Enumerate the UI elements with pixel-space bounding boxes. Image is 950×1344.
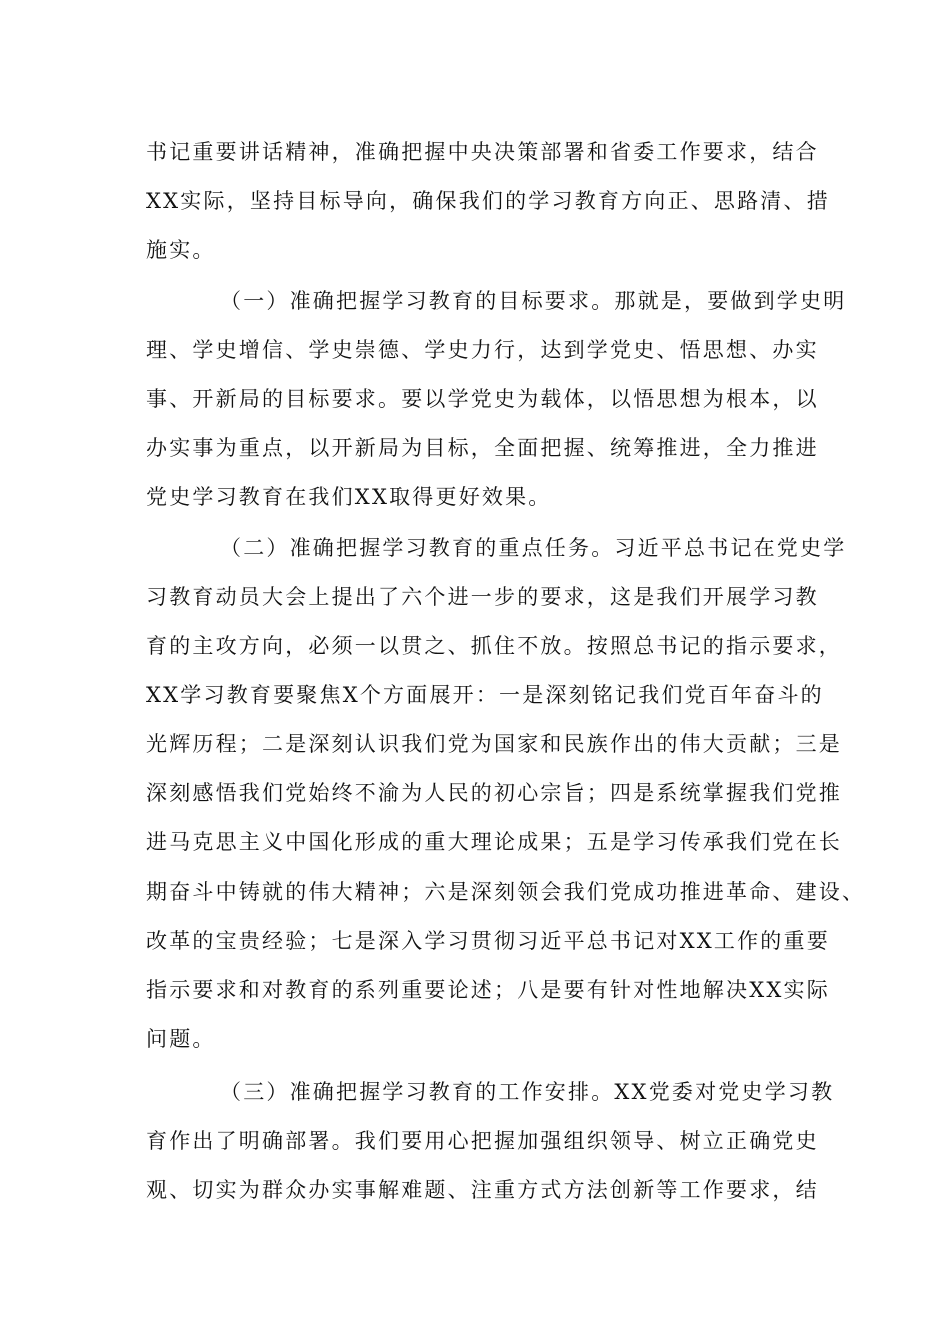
text-line: 书记重要讲话精神，准确把握中央决策部署和省委工作要求，结合 — [146, 140, 819, 164]
text-line: 习教育动员大会上提出了六个进一步的要求，这是我们开展学习教 — [146, 585, 819, 609]
text-line: 光辉历程；二是深刻认识我们党为国家和民族作出的伟大贡献；三是 — [146, 732, 842, 756]
text-line: 期奋斗中铸就的伟大精神；六是深刻领会我们党成功推进革命、建设、 — [146, 880, 866, 904]
text-line: 党史学习教育在我们XX取得更好效果。 — [146, 485, 552, 509]
text-line: 改革的宝贵经验；七是深入学习贯彻习近平总书记对XX工作的重要 — [146, 929, 830, 953]
text-line: XX实际，坚持目标导向，确保我们的学习教育方向正、思路清、措 — [146, 189, 830, 213]
text-line: 深刻感悟我们党始终不渝为人民的初心宗旨；四是系统掌握我们党推 — [146, 781, 842, 805]
text-line: 施实。 — [146, 238, 216, 262]
paragraph-heading-1: （一）准确把握学习教育的目标要求。那就是，要做到学史明 — [220, 289, 847, 313]
text-line: 问题。 — [146, 1027, 216, 1051]
text-line: 育的主攻方向，必须一以贯之、抓住不放。按照总书记的指示要求， — [146, 634, 842, 658]
text-line: 事、开新局的目标要求。要以学党史为载体，以悟思想为根本，以 — [146, 387, 819, 411]
text-line: 进马克思主义中国化形成的重大理论成果；五是学习传承我们党在长 — [146, 830, 842, 854]
paragraph-heading-2: （二）准确把握学习教育的重点任务。习近平总书记在党史学 — [220, 536, 847, 560]
text-line: 办实事为重点，以开新局为目标，全面把握、统筹推进，全力推进 — [146, 436, 819, 460]
text-line: XX学习教育要聚焦X个方面展开：一是深刻铭记我们党百年奋斗的 — [146, 683, 824, 707]
text-line: 指示要求和对教育的系列重要论述；八是要有针对性地解决XX实际 — [146, 978, 830, 1002]
paragraph-heading-3: （三）准确把握学习教育的工作安排。XX党委对党史学习教 — [220, 1080, 835, 1104]
text-line: 理、学史增信、学史崇德、学史力行，达到学党史、悟思想、办实 — [146, 338, 819, 362]
text-line: 观、切实为群众办实事解难题、注重方式方法创新等工作要求，结 — [146, 1178, 819, 1202]
text-line: 育作出了明确部署。我们要用心把握加强组织领导、树立正确党史 — [146, 1129, 819, 1153]
